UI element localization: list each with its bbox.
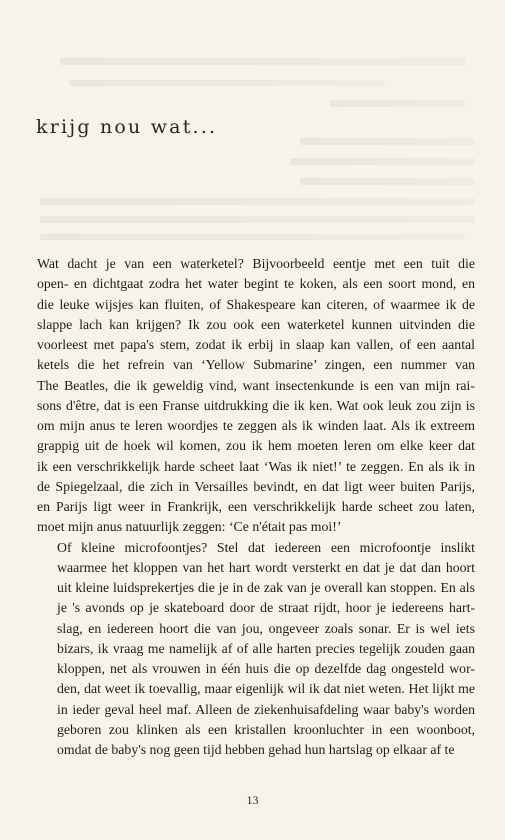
text-line: geboren zou klinken als een kristallen kroonluchter in een woonboot, [57,721,475,737]
text-line: waarmee het kloppen van het hart wordt versterkt en dat je dat dan hoort [57,559,475,575]
text-line: moet mijn anus natuurlijk zeggen: ‘Ce n'était pas moi!’ [37,519,342,535]
text-line: Of kleine microfoontjes? Stel dat iedereen een microfoontje inslikt [57,539,475,555]
paragraph [37,538,475,761]
show-through [290,158,475,165]
show-through [300,138,475,145]
text-line: The Beatles, die ik geweldig vind, want insectenkunde is een van mijn rai- [37,377,475,393]
text-line: ik een verschrikkelijk harde scheet laat ‘Was ik niet!’ te zeggen. En als ik in [37,458,475,474]
show-through [40,234,465,240]
show-through [60,58,465,65]
show-through [70,80,385,86]
chapter-title: krijg nou wat... [36,116,218,138]
text-line: Wat dacht je van een waterketel? Bijvoorbeeld eentje met een tuit die [37,256,475,271]
text-line: de Spiegelzaal, die zich in Versailles bevindt, en dat ligt weer buiten Parijs, [37,478,475,494]
text-line: den, dat weet ik toevallig, maar eigenlijk wil ik dat niet weten. Het lijkt me [57,681,475,697]
text-line: je 's avonds op je skateboard door de straat rijdt, hoor je iedereens hart- [57,600,475,616]
text-line: slag, en iedereen hoort die van jou, ongeveer zoals sonar. Er is wel iets [57,620,475,636]
text-line: die leuke wijsjes kan fluiten, of Shakespeare kan citeren, of waarmee ik de [37,296,475,312]
show-through [330,100,465,107]
text-line: grappig uit de hoek wil komen, zou ik hem moeten leren om elke keer dat [37,438,475,454]
show-through [300,178,475,185]
text-line: omdat de baby's nog geen tijd hebben gehad hun hartslag op elkaar af te [57,742,455,757]
text-line: om mijn anus te leren woordjes te zeggen als ik winden laat. Als ik extreem [37,418,475,433]
text-line: voorleest met papa's stem, zodat ik erbij in slaap kan vallen, of een aantal [37,337,475,352]
text-line: in ieder geval heel maf. Alleen de ziekenhuisafdeling waar baby's worden [57,701,475,717]
page-number: 13 [246,793,259,807]
text-line: ketels die het refrein van ‘Yellow Submarine’ zingen, een nummer van [37,357,475,373]
text-line: slappe lach kan krijgen? Ik zou ook een waterketel kunnen uitvinden die [37,316,475,332]
show-through [40,198,475,205]
show-through [40,216,475,223]
body-text [37,254,475,760]
text-line: bizars, ik vraag me namelijk af of alle harten precies tegelijk zouden gaan [57,640,475,656]
text-line: sons d'être, dat is een Franse uitdrukking die ik ken. Wat ook leuk zou zijn is [37,397,475,413]
text-line: uit kleine luidsprekertjes die je in de zak van je overall kan stoppen. En als [57,580,475,595]
text-line: kloppen, net als vrouwen in één huis die op dezelfde dag ongesteld wor- [57,661,475,676]
text-line: en Parijs ligt weer in Frankrijk, een verschrikkelijk harde scheet zou laten, [37,499,475,514]
text-line: open- en dichtgaat zodra het water begint te koken, als een soort mond, en [37,276,475,292]
paragraph [37,254,475,538]
